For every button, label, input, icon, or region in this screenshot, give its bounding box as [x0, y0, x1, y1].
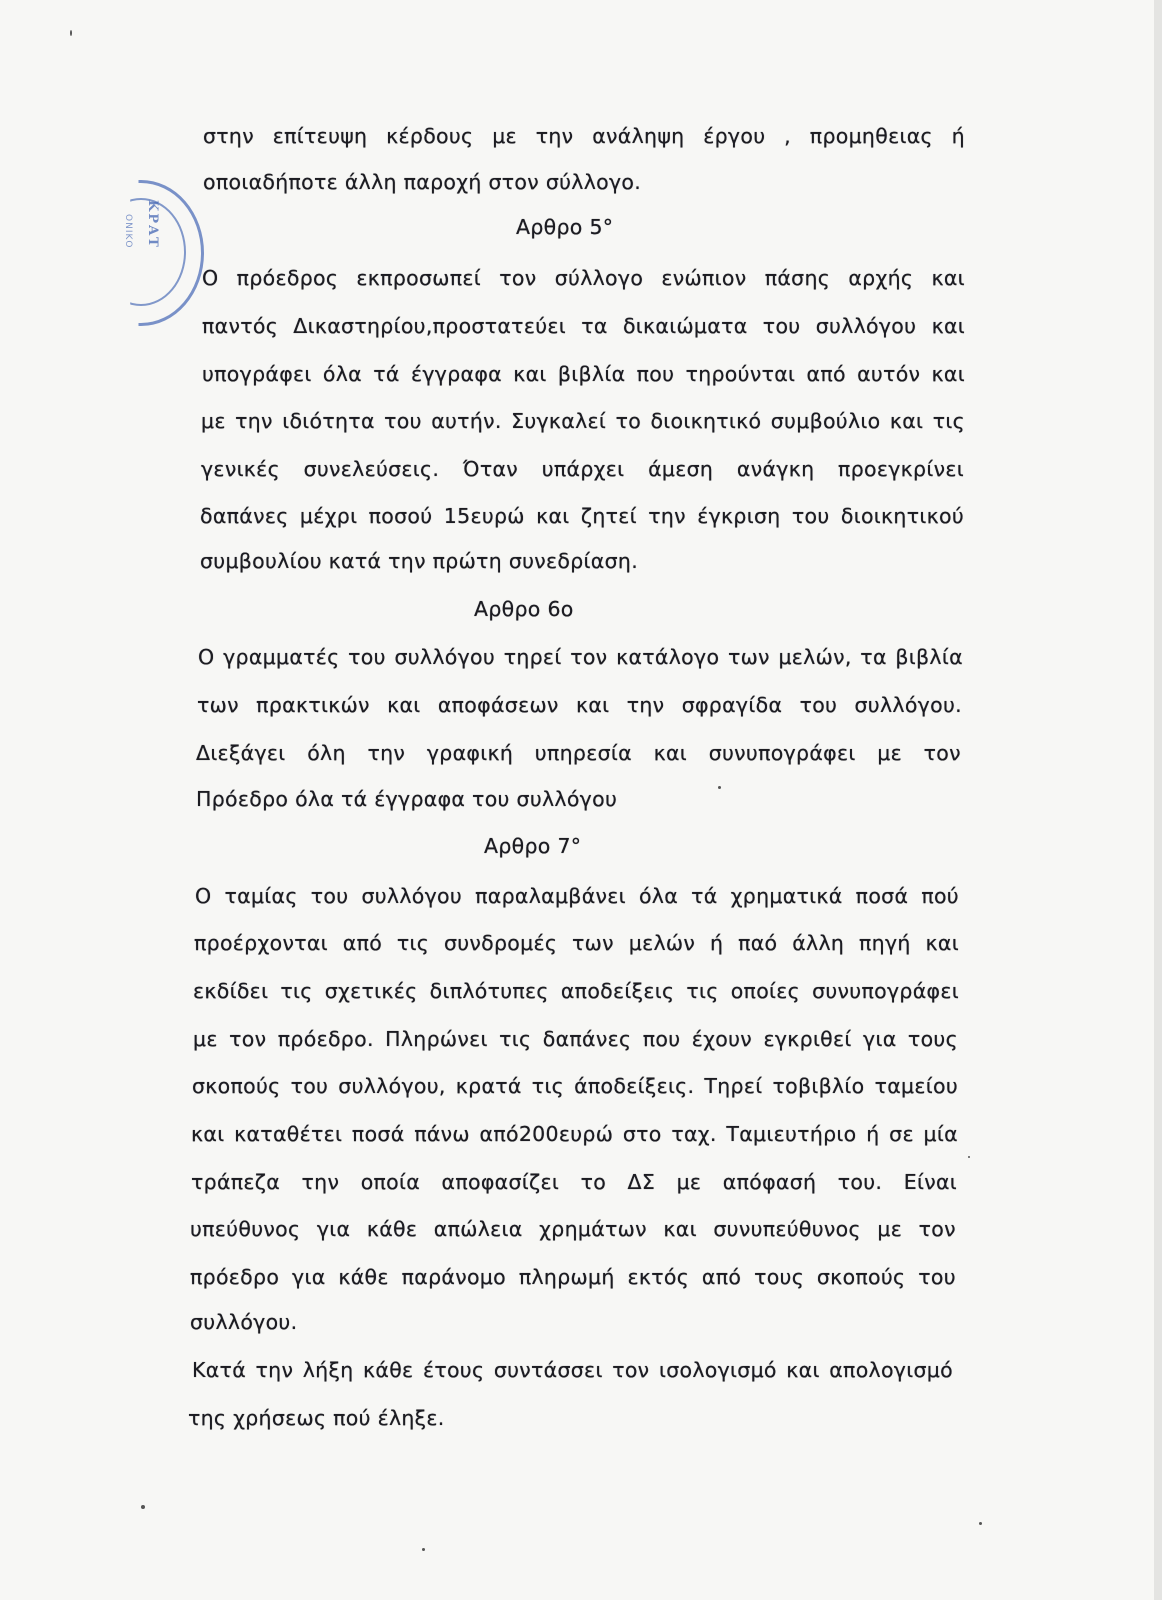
- word: όλα: [322, 362, 362, 386]
- word: ποσά: [351, 1122, 405, 1146]
- text-line-3: [202, 266, 965, 290]
- word: σφραγίδα: [681, 693, 783, 717]
- word: άποδείξεις.: [574, 1074, 695, 1098]
- word: Ο: [195, 884, 212, 908]
- word: την: [255, 1358, 294, 1382]
- text-line-9: συμβουλίου κατά την πρώτη συνεδρίαση.: [200, 549, 639, 573]
- word: απώλεια: [433, 1217, 523, 1241]
- word: πηγή: [859, 931, 911, 955]
- word: τις: [396, 931, 430, 955]
- word: ή: [951, 124, 965, 148]
- word: και: [931, 266, 965, 290]
- word: ιδιότητα: [282, 409, 375, 433]
- word: αποδείξεις: [560, 979, 675, 1003]
- word: την: [626, 693, 665, 717]
- word: παραλαμβάνει: [475, 884, 626, 908]
- text-line-20: [191, 1170, 957, 1194]
- word: ταμείου: [874, 1074, 958, 1098]
- word: πρόεδρος: [236, 266, 339, 290]
- word: δικαιώματα: [622, 314, 748, 338]
- word: και: [931, 362, 965, 386]
- word: άμεση: [648, 457, 714, 481]
- text-line-18: [192, 1074, 958, 1098]
- word: κάθε: [366, 1217, 418, 1241]
- word: κατάλογο: [616, 645, 720, 669]
- word: από: [342, 931, 383, 955]
- word: παό: [738, 931, 778, 955]
- word: αρχής: [848, 266, 914, 290]
- heading-article-7: Αρθρο 7°: [484, 834, 582, 858]
- word: γραφική: [426, 741, 514, 765]
- word: του.: [837, 1170, 883, 1194]
- word: και: [191, 1122, 225, 1146]
- word: τα: [581, 314, 608, 338]
- word: και: [786, 1358, 820, 1382]
- word: Συγκαλεί: [511, 409, 607, 433]
- word: τους: [907, 1027, 958, 1051]
- word: τις: [280, 979, 313, 1003]
- word: διπλότυπες: [429, 979, 549, 1003]
- word: ΔΣ: [627, 1170, 656, 1194]
- word: Διεξάγει: [196, 741, 286, 765]
- word: Δικαστηρίου,προστατεύει: [293, 314, 566, 338]
- word: συμβούλιο: [770, 409, 881, 433]
- word: ανάγκη: [736, 457, 815, 481]
- word: τον: [923, 741, 961, 765]
- word: αποφάσεων: [437, 693, 559, 717]
- word: τις: [686, 979, 719, 1003]
- word: των: [727, 645, 770, 669]
- text-line-6: [201, 409, 965, 433]
- scan-speck: [70, 30, 72, 36]
- text-line-23: συλλόγου.: [190, 1310, 298, 1334]
- word: των: [572, 931, 614, 955]
- word: την: [301, 1170, 340, 1194]
- word: που: [636, 362, 675, 386]
- word: χρηματικά: [730, 884, 843, 908]
- word: οποία: [360, 1170, 421, 1194]
- word: την: [535, 124, 574, 148]
- scan-speck: [141, 1505, 145, 1509]
- scan-speck: [422, 1548, 425, 1551]
- text-line-24: [192, 1358, 953, 1382]
- word: εκπροσωπεί: [356, 266, 482, 290]
- text-line-19: [191, 1122, 958, 1146]
- word: έχουν: [691, 1027, 753, 1051]
- word: τά: [691, 884, 718, 908]
- word: συνδρομές: [443, 931, 558, 955]
- scan-speck: [968, 1156, 970, 1158]
- word: τα: [860, 645, 887, 669]
- word: Όταν: [462, 457, 519, 481]
- word: απόφασή: [722, 1170, 817, 1194]
- word: και: [387, 693, 421, 717]
- word: συντάσσει: [493, 1358, 603, 1382]
- text-line-15: [194, 931, 959, 955]
- word: ή: [866, 1122, 880, 1146]
- word: μία: [923, 1122, 958, 1146]
- word: έγκριση: [697, 504, 781, 528]
- word: συλλόγου: [815, 314, 917, 338]
- word: μελών: [628, 931, 696, 955]
- word: των: [197, 693, 239, 717]
- word: από: [701, 1265, 742, 1289]
- word: εκτός: [627, 1265, 690, 1289]
- word: υπηρεσία: [534, 741, 632, 765]
- word: αυτόν: [857, 362, 921, 386]
- word: συλλόγου.: [854, 693, 962, 717]
- word: όλα: [638, 884, 679, 908]
- word: του: [762, 314, 801, 338]
- word: σύλλογο: [554, 266, 644, 290]
- heading-article-6: Αρθρο 6ο: [474, 597, 574, 621]
- text-line-21: [190, 1217, 956, 1241]
- word: υπάρχει: [541, 457, 625, 481]
- word: κάθε: [363, 1358, 414, 1382]
- word: από: [806, 362, 846, 386]
- word: συλλόγου: [394, 645, 496, 669]
- word: σκοπούς: [192, 1074, 281, 1098]
- word: τηρούνται: [685, 362, 796, 386]
- word: του: [310, 884, 349, 908]
- word: και: [653, 741, 688, 765]
- word: βιβλία: [557, 362, 626, 386]
- word: του: [791, 504, 830, 528]
- word: μέχρι: [299, 504, 358, 528]
- word: πρακτικών: [256, 693, 370, 717]
- word: από200ευρώ: [479, 1122, 614, 1146]
- stamp-inner-text: ΟΝΙΚΟ: [123, 214, 133, 249]
- text-line-2: οποιαδήποτε άλλη παροχή στον σύλλογο.: [203, 170, 642, 194]
- word: αυτήν.: [431, 409, 502, 433]
- word: συνυπογράφει: [812, 979, 959, 1003]
- word: συνυπεύθυνος: [713, 1217, 861, 1241]
- word: πρόεδρο.: [277, 1027, 374, 1051]
- word: Ταμιευτήριο: [726, 1122, 857, 1146]
- word: τους: [754, 1265, 805, 1289]
- text-line-25: της χρήσεως πού έληξε.: [188, 1406, 445, 1430]
- stamp-outer-text: ΚΡΑΤ: [145, 200, 160, 249]
- word: παράνομο: [401, 1265, 506, 1289]
- word: και: [663, 1217, 697, 1241]
- text-line-10: [198, 645, 963, 669]
- word: συνυπογράφει: [708, 741, 856, 765]
- word: ανάληψη: [592, 124, 685, 148]
- word: οποίες: [730, 979, 800, 1003]
- word: τά: [373, 362, 400, 386]
- word: πληρωμή: [518, 1265, 615, 1289]
- word: συνελεύσεις.: [303, 457, 440, 481]
- word: σκοπούς: [816, 1265, 906, 1289]
- word: υπεύθυνος: [190, 1217, 301, 1241]
- word: καταθέτει: [234, 1122, 343, 1146]
- word: αποφασίζει: [441, 1170, 560, 1194]
- word: διοικητικού: [840, 504, 964, 528]
- word: ισολογισμό: [658, 1358, 777, 1382]
- word: τις: [932, 409, 965, 433]
- word: εκδίδει: [193, 979, 269, 1003]
- word: λήξη: [302, 1358, 354, 1382]
- word: Τηρεί: [704, 1074, 763, 1098]
- word: τηρεί: [503, 645, 562, 669]
- word: προεγκρίνει: [838, 457, 964, 481]
- word: τράπεζα: [191, 1170, 281, 1194]
- word: χρημάτων: [539, 1217, 647, 1241]
- word: σχετικές: [324, 979, 418, 1003]
- word: πάσης: [764, 266, 831, 290]
- word: με: [201, 409, 226, 433]
- text-line-13: Πρόεδρο όλα τά έγγραφα του συλλόγου: [196, 787, 618, 811]
- word: την: [235, 409, 273, 433]
- word: Πληρώνει: [385, 1027, 488, 1051]
- word: που: [642, 1027, 681, 1051]
- word: πάνω: [414, 1122, 470, 1146]
- word: τον: [612, 1358, 650, 1382]
- word: στην: [203, 124, 254, 148]
- word: ζητεί: [580, 504, 637, 528]
- word: και: [925, 931, 959, 955]
- word: και: [536, 504, 570, 528]
- word: διοικητικό: [650, 409, 762, 433]
- word: με: [492, 124, 517, 148]
- word: έγγραφα: [410, 362, 502, 386]
- word: και: [889, 409, 924, 433]
- word: του: [918, 1265, 956, 1289]
- word: έτους: [422, 1358, 485, 1382]
- word: συλλόγου,: [338, 1074, 446, 1098]
- word: για: [316, 1217, 351, 1241]
- word: του: [290, 1074, 329, 1098]
- word: τον: [918, 1217, 956, 1241]
- word: με: [193, 1027, 218, 1051]
- scan-speck: [718, 786, 721, 789]
- word: παντός: [202, 314, 279, 338]
- word: με: [877, 741, 902, 765]
- word: και: [931, 314, 965, 338]
- word: με: [676, 1170, 702, 1194]
- word: ποσά: [855, 884, 909, 908]
- word: τις: [531, 1074, 565, 1098]
- text-line-14: [195, 884, 959, 908]
- word: ή: [709, 931, 724, 955]
- word: βιβλία: [895, 645, 963, 669]
- word: έργου: [703, 124, 766, 148]
- word: ποσού: [368, 504, 433, 528]
- heading-article-5: Αρθρο 5°: [516, 215, 614, 239]
- word: δαπάνες: [200, 504, 289, 528]
- word: με: [877, 1217, 903, 1241]
- word: και: [513, 362, 547, 386]
- word: ,: [784, 124, 791, 148]
- word: πού: [921, 884, 959, 908]
- word: για: [863, 1027, 897, 1051]
- word: προμηθειας: [809, 124, 933, 148]
- word: το: [615, 409, 642, 433]
- scan-speck: [979, 1522, 982, 1525]
- word: ενώπιον: [661, 266, 747, 290]
- word: κρατά: [455, 1074, 522, 1098]
- word: πρόεδρο: [190, 1265, 280, 1289]
- text-line-1: [203, 124, 965, 148]
- text-line-22: [190, 1265, 956, 1289]
- word: ταχ.: [671, 1122, 717, 1146]
- text-line-12: [196, 741, 961, 765]
- word: Κατά: [192, 1358, 247, 1382]
- word: τον: [499, 266, 537, 290]
- word: τις: [499, 1027, 532, 1051]
- word: απολογισμό: [829, 1358, 953, 1382]
- word: δαπάνες: [542, 1027, 632, 1051]
- text-line-11: [197, 693, 962, 717]
- page-edge: [1154, 0, 1162, 1600]
- word: γραμματές: [223, 645, 340, 669]
- word: τον: [570, 645, 608, 669]
- word: τον: [229, 1027, 267, 1051]
- word: 15ευρώ: [443, 504, 525, 528]
- word: όλη: [307, 741, 346, 765]
- word: Ο: [198, 645, 215, 669]
- word: κέρδους: [386, 124, 474, 148]
- word: του: [799, 693, 838, 717]
- text-line-8: [200, 504, 964, 528]
- text-line-4: [202, 314, 965, 338]
- word: μελών,: [778, 645, 852, 669]
- word: συλλόγου: [361, 884, 463, 908]
- word: επίτευψη: [272, 124, 368, 148]
- text-line-16: [193, 979, 959, 1003]
- word: για: [292, 1265, 326, 1289]
- word: του: [384, 409, 422, 433]
- word: σε: [889, 1122, 914, 1146]
- word: και: [575, 693, 610, 717]
- text-line-7: [201, 457, 964, 481]
- word: ταμίας: [224, 884, 298, 908]
- word: του: [348, 645, 386, 669]
- word: τοβιβλίο: [772, 1074, 865, 1098]
- text-line-17: [193, 1027, 958, 1051]
- word: προέρχονται: [194, 931, 328, 955]
- word: κάθε: [338, 1265, 389, 1289]
- word: Είναι: [903, 1170, 957, 1194]
- word: την: [648, 504, 686, 528]
- word: Ο: [202, 266, 219, 290]
- word: υπογράφει: [202, 362, 312, 386]
- word: εγκριθεί: [763, 1027, 852, 1051]
- text-line-5: [202, 362, 965, 386]
- word: την: [367, 741, 406, 765]
- word: άλλη: [792, 931, 845, 955]
- word: στο: [622, 1122, 662, 1146]
- word: γενικές: [201, 457, 280, 481]
- word: το: [580, 1170, 607, 1194]
